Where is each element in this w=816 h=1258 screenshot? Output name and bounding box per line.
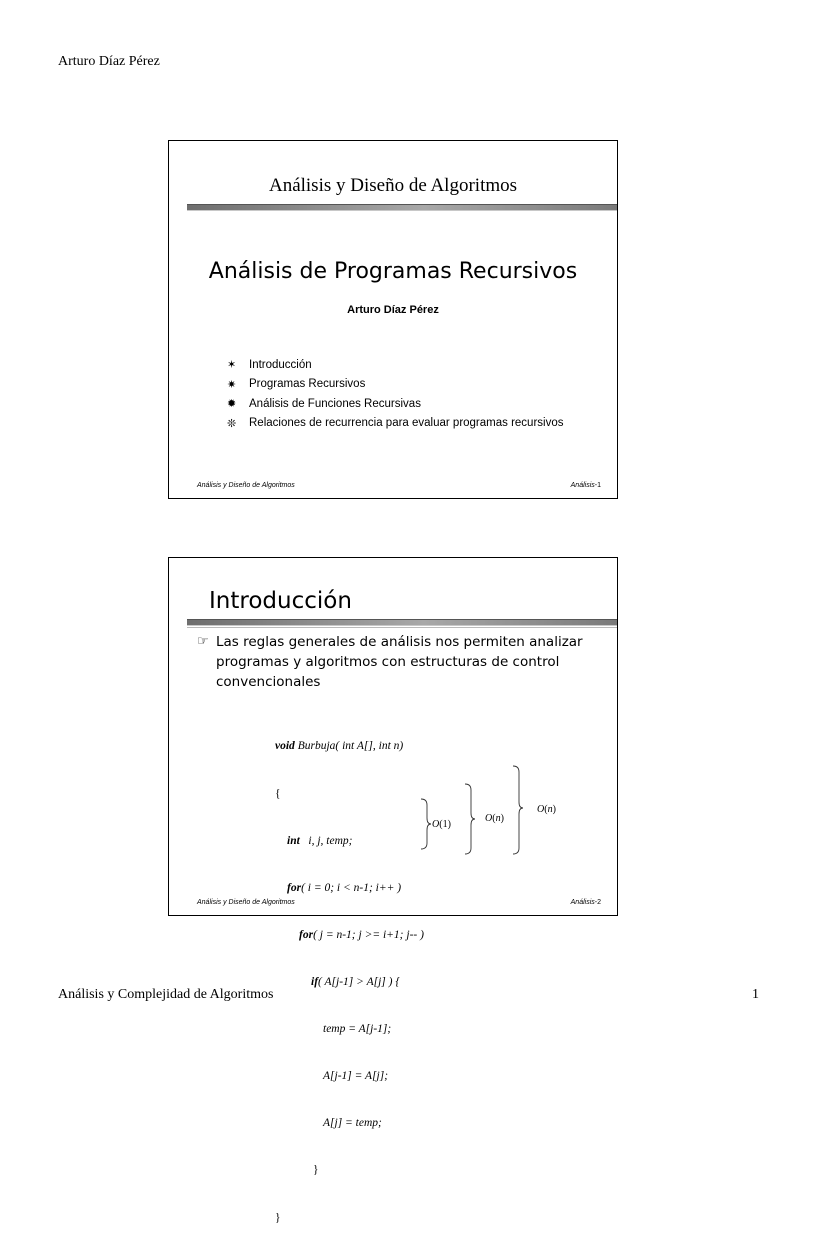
brace-middle bbox=[465, 784, 475, 854]
brace-outer bbox=[513, 766, 523, 854]
complexity-braces bbox=[409, 758, 539, 868]
slide-2-title: Introducción bbox=[209, 588, 352, 614]
star-bullet-icon: ✶ bbox=[227, 359, 237, 372]
complexity-arg: n bbox=[495, 813, 501, 824]
slide-1-title: Análisis de Programas Recursivos bbox=[208, 259, 578, 284]
slide-2-footer-title: Análisis y Diseño de Algoritmos bbox=[197, 899, 295, 906]
complexity-label-outer: O(n) bbox=[537, 804, 556, 815]
paragraph-text: Las reglas generales de análisis nos permiten analizar programas y algoritmos con estructuras de control convencionales bbox=[216, 634, 583, 690]
page-header-author: Arturo Díaz Pérez bbox=[58, 54, 160, 69]
bullet-label: Análisis de Funciones Recursivas bbox=[249, 397, 421, 410]
code-text: ( A[j-1] > A[j] ) { bbox=[318, 975, 400, 988]
complexity-o: O bbox=[432, 819, 440, 830]
code-keyword: if bbox=[311, 975, 319, 988]
slide-1-footer-number bbox=[571, 482, 601, 489]
code-text: Burbuja( int A[], int n) bbox=[294, 740, 404, 753]
bullet-label: Relaciones de recurrencia para evaluar programas recursivos bbox=[249, 417, 564, 430]
slide-1-footer-title: Análisis y Diseño de Algoritmos bbox=[197, 482, 295, 489]
list-item bbox=[227, 375, 563, 395]
complexity-o: O bbox=[485, 813, 493, 824]
code-keyword: for bbox=[287, 881, 302, 894]
slide-2 bbox=[168, 557, 618, 1224]
snowflake-bullet-icon: ❊ bbox=[227, 417, 237, 430]
bullet-label: Programas Recursivos bbox=[249, 378, 366, 391]
slide-footer-num: -2 bbox=[594, 899, 601, 906]
slide-2-title-rule-thin bbox=[187, 627, 617, 628]
slide-2-footer-number bbox=[571, 899, 601, 906]
slide-2-title-rule bbox=[187, 619, 617, 626]
code-line: } bbox=[313, 1164, 319, 1177]
code-line: A[j] = temp; bbox=[323, 1117, 382, 1130]
code-line: } bbox=[275, 1211, 281, 1224]
complexity-label-middle: O(n) bbox=[485, 813, 504, 824]
slide-1-header: Análisis y Diseño de Algoritmos bbox=[268, 175, 518, 196]
list-item bbox=[227, 414, 563, 434]
code-text: ( j = n-1; j >= i+1; j-- ) bbox=[313, 928, 424, 941]
slide-2-paragraph bbox=[197, 632, 607, 692]
slide-1-author: Arturo Díaz Pérez bbox=[347, 304, 439, 316]
bullet-label: Introducción bbox=[249, 358, 312, 371]
slide-1-header-rule bbox=[187, 204, 617, 211]
complexity-arg: (1) bbox=[439, 819, 451, 830]
code-keyword: int bbox=[287, 834, 300, 847]
code-keyword: void bbox=[275, 740, 295, 753]
brace-inner bbox=[421, 799, 431, 849]
slide-footer-word: Análisis bbox=[570, 482, 595, 489]
list-item bbox=[227, 355, 563, 375]
star-bullet-icon: ✷ bbox=[227, 378, 237, 391]
code-line: temp = A[j-1]; bbox=[323, 1023, 392, 1036]
code-line: { bbox=[275, 787, 281, 800]
page-number: 1 bbox=[752, 987, 759, 1002]
page-footer-course: Análisis y Complejidad de Algoritmos bbox=[58, 987, 274, 1002]
code-line bbox=[275, 928, 424, 944]
complexity-label-inner bbox=[432, 819, 451, 830]
code-text: ( i = 0; i < n-1; i++ ) bbox=[301, 881, 402, 894]
pointing-hand-icon: ☞ bbox=[197, 634, 209, 649]
code-keyword: for bbox=[299, 928, 314, 941]
slide-1-bullet-list bbox=[227, 355, 563, 433]
code-line bbox=[275, 881, 424, 897]
code-line: A[j-1] = A[j]; bbox=[323, 1070, 389, 1083]
code-block bbox=[275, 708, 424, 1258]
code-line bbox=[275, 739, 424, 755]
complexity-o: O bbox=[537, 804, 545, 815]
code-line bbox=[275, 975, 424, 991]
code-line bbox=[275, 834, 424, 850]
list-item bbox=[227, 394, 563, 414]
slide-footer-num: -1 bbox=[594, 482, 601, 489]
star-bullet-icon: ✹ bbox=[227, 398, 237, 411]
slide-1 bbox=[168, 140, 618, 499]
complexity-arg: n bbox=[547, 804, 553, 815]
code-text: i, j, temp; bbox=[299, 834, 353, 847]
slide-footer-word: Análisis bbox=[570, 899, 595, 906]
